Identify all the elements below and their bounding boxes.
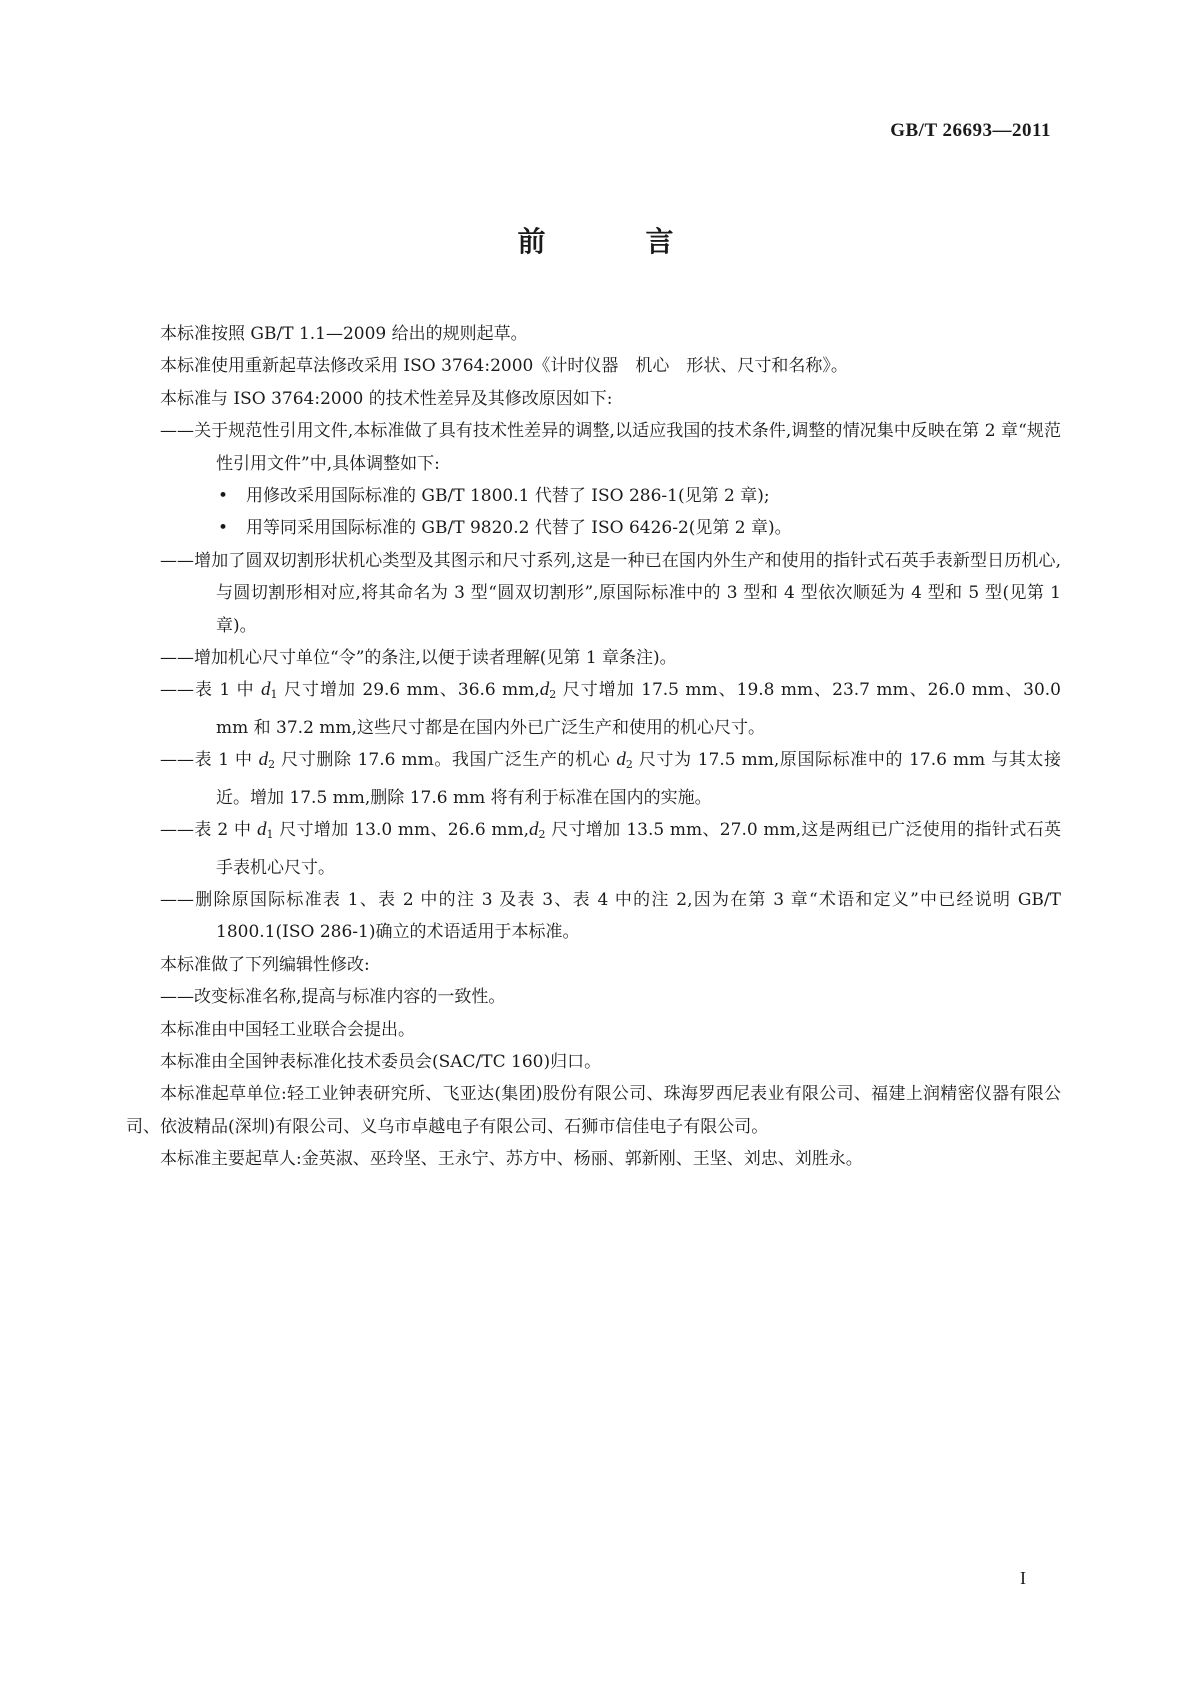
dash-item: ——增加了圆双切割形状机心类型及其图示和尺寸系列,这是一种已在国内外生产和使用的指针式石英手表新型日历机心,与圆切割形相对应,将其命名为 3 型“圆双切割形”,原国际标准中的 3 型和 4 型依次顺延为 4 型和 5 型(见第 1 章)。 bbox=[160, 550, 1061, 636]
dash-item bbox=[126, 814, 1061, 884]
paragraph: 本标准做了下列编辑性修改: bbox=[160, 954, 370, 975]
text-segment: ——表 2 中 bbox=[160, 820, 258, 841]
symbol-subscript: 1 bbox=[270, 688, 278, 702]
bullet-text: 用修改采用国际标准的 GB/T 1800.1 代替了 ISO 286-1(见第 2 章); bbox=[246, 486, 770, 507]
text-segment: 尺寸增加 29.6 mm、36.6 mm, bbox=[277, 680, 540, 701]
symbol-d: d bbox=[539, 679, 550, 701]
standard-number: GB/T 26693—2011 bbox=[890, 120, 1051, 141]
symbol-d: d bbox=[261, 679, 271, 701]
symbol-d: d bbox=[616, 749, 626, 771]
bullet-item bbox=[126, 512, 1061, 544]
dash-item: ——增加机心尺寸单位“令”的条注,以便于读者理解(见第 1 章条注)。 bbox=[160, 648, 677, 669]
text-segment: 尺寸删除 17.6 mm。我国广泛生产的机心 bbox=[275, 750, 617, 771]
symbol-d: d bbox=[529, 819, 539, 841]
dash-item: ——删除原国际标准表 1、表 2 中的注 3 及表 3、表 4 中的注 2,因为在第 3 章“术语和定义”中已经说明 GB/T 1800.1(ISO 286-1)确立的术语适用于本标准。 bbox=[160, 889, 1061, 943]
bullet-icon: • bbox=[218, 518, 229, 539]
text-segment: 尺寸增加 13.5 mm、27.0 mm,这是两组已广泛使用的指针式石英手表机心尺寸。 bbox=[216, 820, 1062, 878]
preface-body bbox=[126, 318, 1061, 1176]
paragraph: 本标准与 ISO 3764:2000 的技术性差异及其修改原因如下: bbox=[160, 388, 613, 409]
paragraph: 本标准使用重新起草法修改采用 ISO 3764:2000《计时仪器 机心 形状、尺寸和名称》。 bbox=[160, 356, 848, 377]
paragraph: 本标准由中国轻工业联合会提出。 bbox=[160, 1019, 415, 1040]
text-segment: 尺寸增加 13.0 mm、26.6 mm, bbox=[273, 820, 530, 841]
paragraph: 本标准起草单位:轻工业钟表研究所、飞亚达(集团)股份有限公司、珠海罗西尼表业有限公司、福建上润精密仪器有限公司、依波精品(深圳)有限公司、义乌市卓越电子有限公司、石狮市信佳电子有限公司。 bbox=[126, 1084, 1061, 1137]
dash-item: ——改变标准名称,提高与标准内容的一致性。 bbox=[160, 987, 506, 1008]
symbol-subscript: 2 bbox=[538, 828, 546, 842]
page-title: 前 言 bbox=[517, 225, 710, 258]
paragraph: 本标准按照 GB/T 1.1—2009 给出的规则起草。 bbox=[160, 324, 528, 344]
page-number: I bbox=[1020, 1568, 1026, 1588]
bullet-icon: • bbox=[218, 486, 229, 507]
symbol-subscript: 1 bbox=[266, 828, 274, 842]
symbol-d: d bbox=[257, 819, 267, 841]
text-segment: ——表 1 中 bbox=[160, 750, 259, 771]
text-segment: 尺寸增加 17.5 mm、19.8 mm、23.7 mm、26.0 mm、30.0 mm 和 37.2 mm,这些尺寸都是在国内外已广泛生产和使用的机心尺寸。 bbox=[216, 680, 1061, 738]
symbol-d: d bbox=[258, 749, 269, 771]
symbol-subscript: 2 bbox=[268, 758, 276, 772]
dash-item bbox=[126, 744, 1061, 814]
text-segment: ——表 1 中 bbox=[160, 680, 262, 701]
dash-item: ——关于规范性引用文件,本标准做了具有技术性差异的调整,以适应我国的技术条件,调整的情况集中反映在第 2 章“规范性引用文件”中,具体调整如下: bbox=[160, 421, 1061, 474]
paragraph: 本标准由全国钟表标准化技术委员会(SAC/TC 160)归口。 bbox=[160, 1051, 602, 1072]
paragraph: 本标准主要起草人:金英淑、巫玲坚、王永宁、苏方中、杨丽、郭新刚、王坚、刘忠、刘胜永。 bbox=[160, 1149, 863, 1170]
text-segment: 尺寸为 17.5 mm,原国际标准中的 17.6 mm 与其太接近。增加 17.5 mm,删除 17.6 mm 将有利于标准在国内的实施。 bbox=[216, 750, 1062, 808]
symbol-subscript: 2 bbox=[625, 758, 633, 772]
bullet-text: 用等同采用国际标准的 GB/T 9820.2 代替了 ISO 6426-2(见第 2 章)。 bbox=[246, 518, 792, 539]
dash-item bbox=[126, 674, 1061, 744]
bullet-item bbox=[126, 480, 1061, 512]
symbol-subscript: 2 bbox=[549, 688, 557, 702]
